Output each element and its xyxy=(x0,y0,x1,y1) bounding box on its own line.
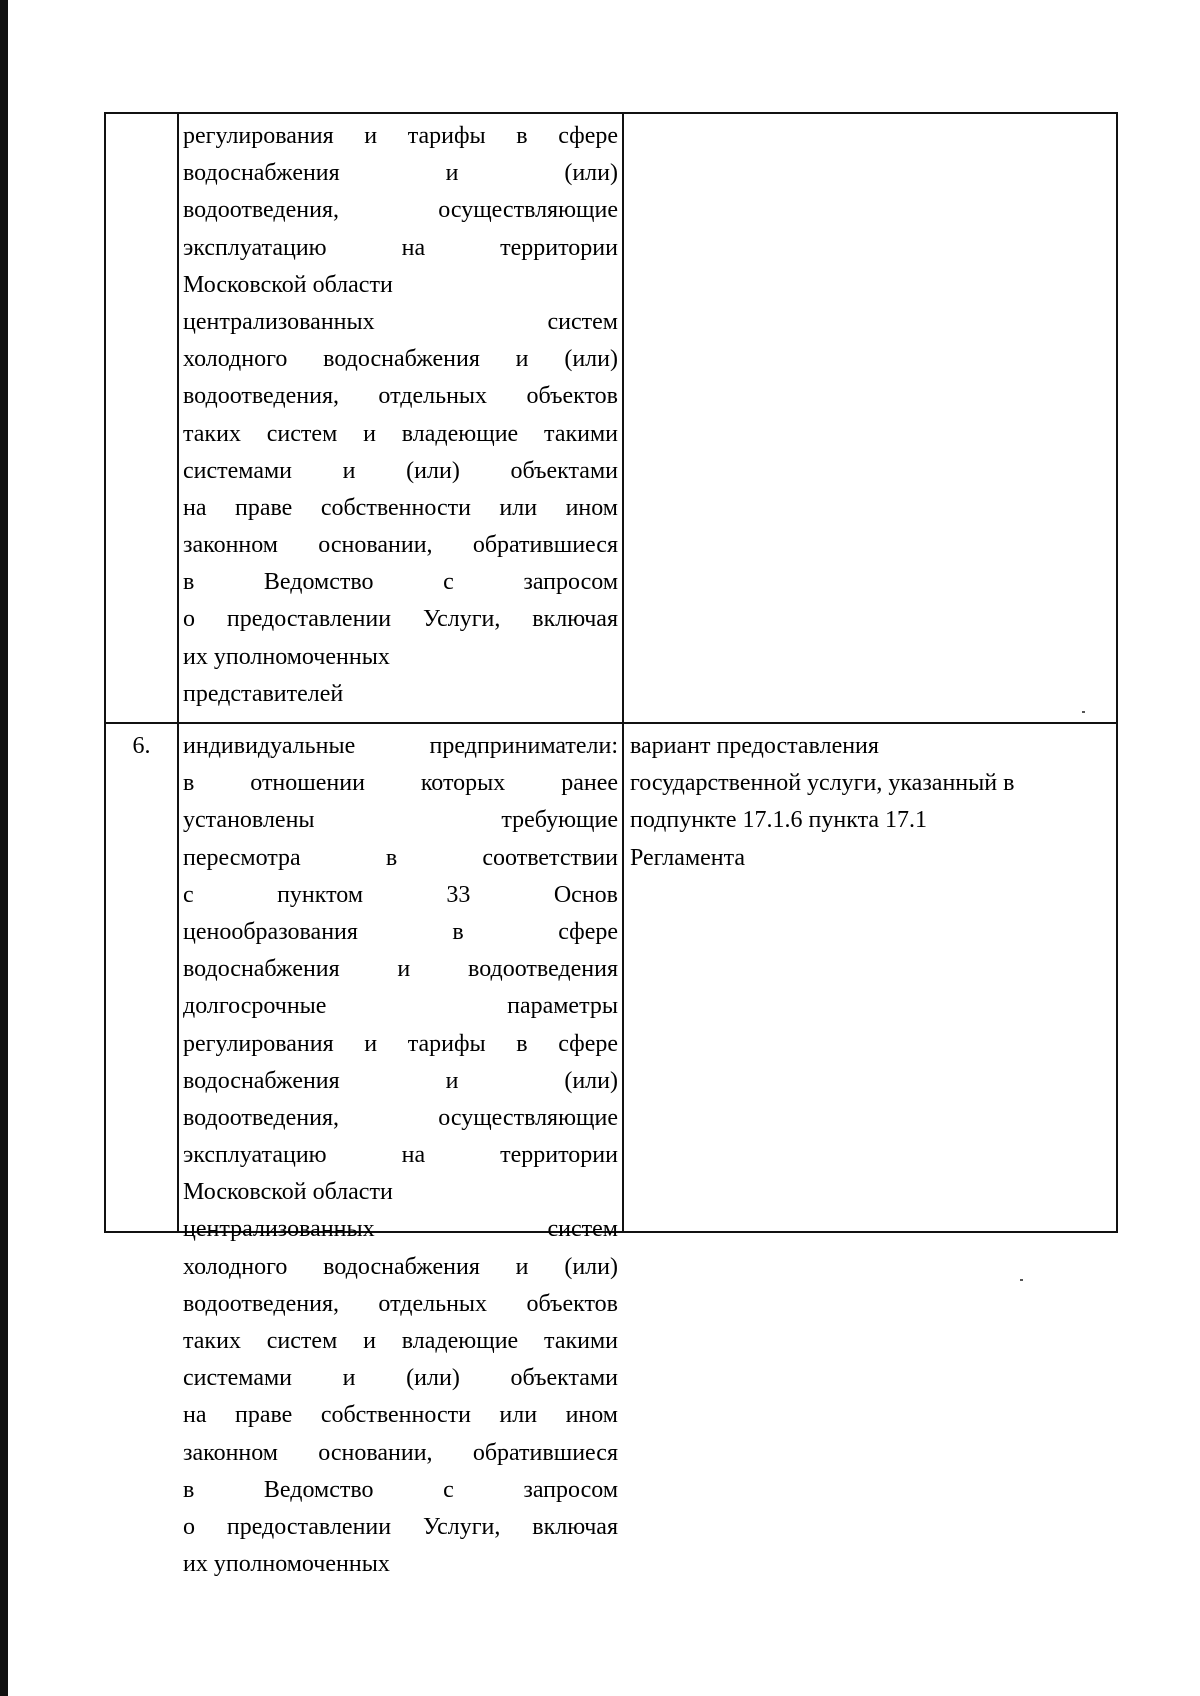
description-line: о предоставлении Услуги, включая xyxy=(183,606,618,633)
applicant-description xyxy=(183,118,618,713)
description-line: законном основании, обратившиеся xyxy=(183,1439,618,1466)
description-line: регулирования и тарифы в сфере xyxy=(183,1030,618,1057)
description-line: установлены требующие xyxy=(183,807,618,834)
applicant-variants-table xyxy=(104,112,1118,1578)
description-line: водоотведения, осуществляющие xyxy=(183,197,618,224)
description-line: централизованных систем xyxy=(183,1216,618,1243)
description-line: таких систем и владеющие такими xyxy=(183,1328,618,1354)
row-number-cell xyxy=(106,114,179,722)
description-line: эксплуатацию на территории xyxy=(183,234,618,261)
applicant-description-cell xyxy=(179,724,624,1578)
scan-speck xyxy=(1020,1279,1023,1281)
description-line: водоотведения, осуществляющие xyxy=(183,1104,618,1131)
row-number-cell xyxy=(106,724,179,1231)
description-line: в отношении которых ранее xyxy=(183,770,618,797)
description-line: эксплуатацию на территории xyxy=(183,1142,618,1169)
description-line: таких систем и владеющие такими xyxy=(183,420,618,447)
table-row xyxy=(106,114,1116,724)
variant-line: подпункте 17.1.6 пункта 17.1 xyxy=(630,807,927,834)
description-line: водоснабжения и (или) xyxy=(183,1067,618,1094)
description-line: системами и (или) объектами xyxy=(183,1365,618,1392)
description-line: их уполномоченных xyxy=(183,1551,390,1578)
scan-speck xyxy=(1082,711,1085,713)
description-line: представителей xyxy=(183,680,344,707)
description-line: законном основании, обратившиеся xyxy=(183,532,618,559)
description-line: на праве собственности или ином xyxy=(183,494,618,521)
applicant-description-cell xyxy=(179,114,624,722)
description-line: водоотведения, отдельных объектов xyxy=(183,1290,618,1317)
description-line: Московской области xyxy=(183,271,393,298)
variant-line: Регламента xyxy=(630,844,746,871)
description-line: централизованных систем xyxy=(183,308,618,335)
description-line: о предоставлении Услуги, включая xyxy=(183,1513,618,1540)
row-number: 6. xyxy=(132,733,151,759)
description-line: холодного водоснабжения и (или) xyxy=(183,346,618,373)
description-line: долгосрочные параметры xyxy=(183,993,618,1020)
description-line: водоотведения, отдельных объектов xyxy=(183,383,618,410)
variant-description xyxy=(630,728,1112,877)
table-row xyxy=(106,724,1116,1578)
description-line: регулирования и тарифы в сфере xyxy=(183,123,618,149)
description-line: холодного водоснабжения и (или) xyxy=(183,1253,618,1280)
description-line: Московской области xyxy=(183,1179,393,1206)
variant-line: государственной услуги, указанный в xyxy=(630,770,1015,797)
description-line: водоснабжения и водоотведения xyxy=(183,956,618,983)
description-line: индивидуальные предприниматели: xyxy=(183,733,618,759)
description-line: системами и (или) объектами xyxy=(183,457,618,484)
description-line: в Ведомство с запросом xyxy=(183,569,618,596)
description-line: ценообразования в сфере xyxy=(183,918,618,945)
variant-cell xyxy=(624,114,1116,722)
variant-cell xyxy=(624,724,1116,1231)
description-line: их уполномоченных xyxy=(183,643,390,670)
description-line: пересмотра в соответствии xyxy=(183,844,618,871)
description-line: с пунктом 33 Основ xyxy=(183,881,618,908)
scan-edge xyxy=(0,0,8,1696)
variant-line: вариант предоставления xyxy=(630,733,879,759)
applicant-description xyxy=(183,728,618,1583)
description-line: на праве собственности или ином xyxy=(183,1402,618,1429)
description-line: в Ведомство с запросом xyxy=(183,1476,618,1503)
description-line: водоснабжения и (или) xyxy=(183,160,618,187)
